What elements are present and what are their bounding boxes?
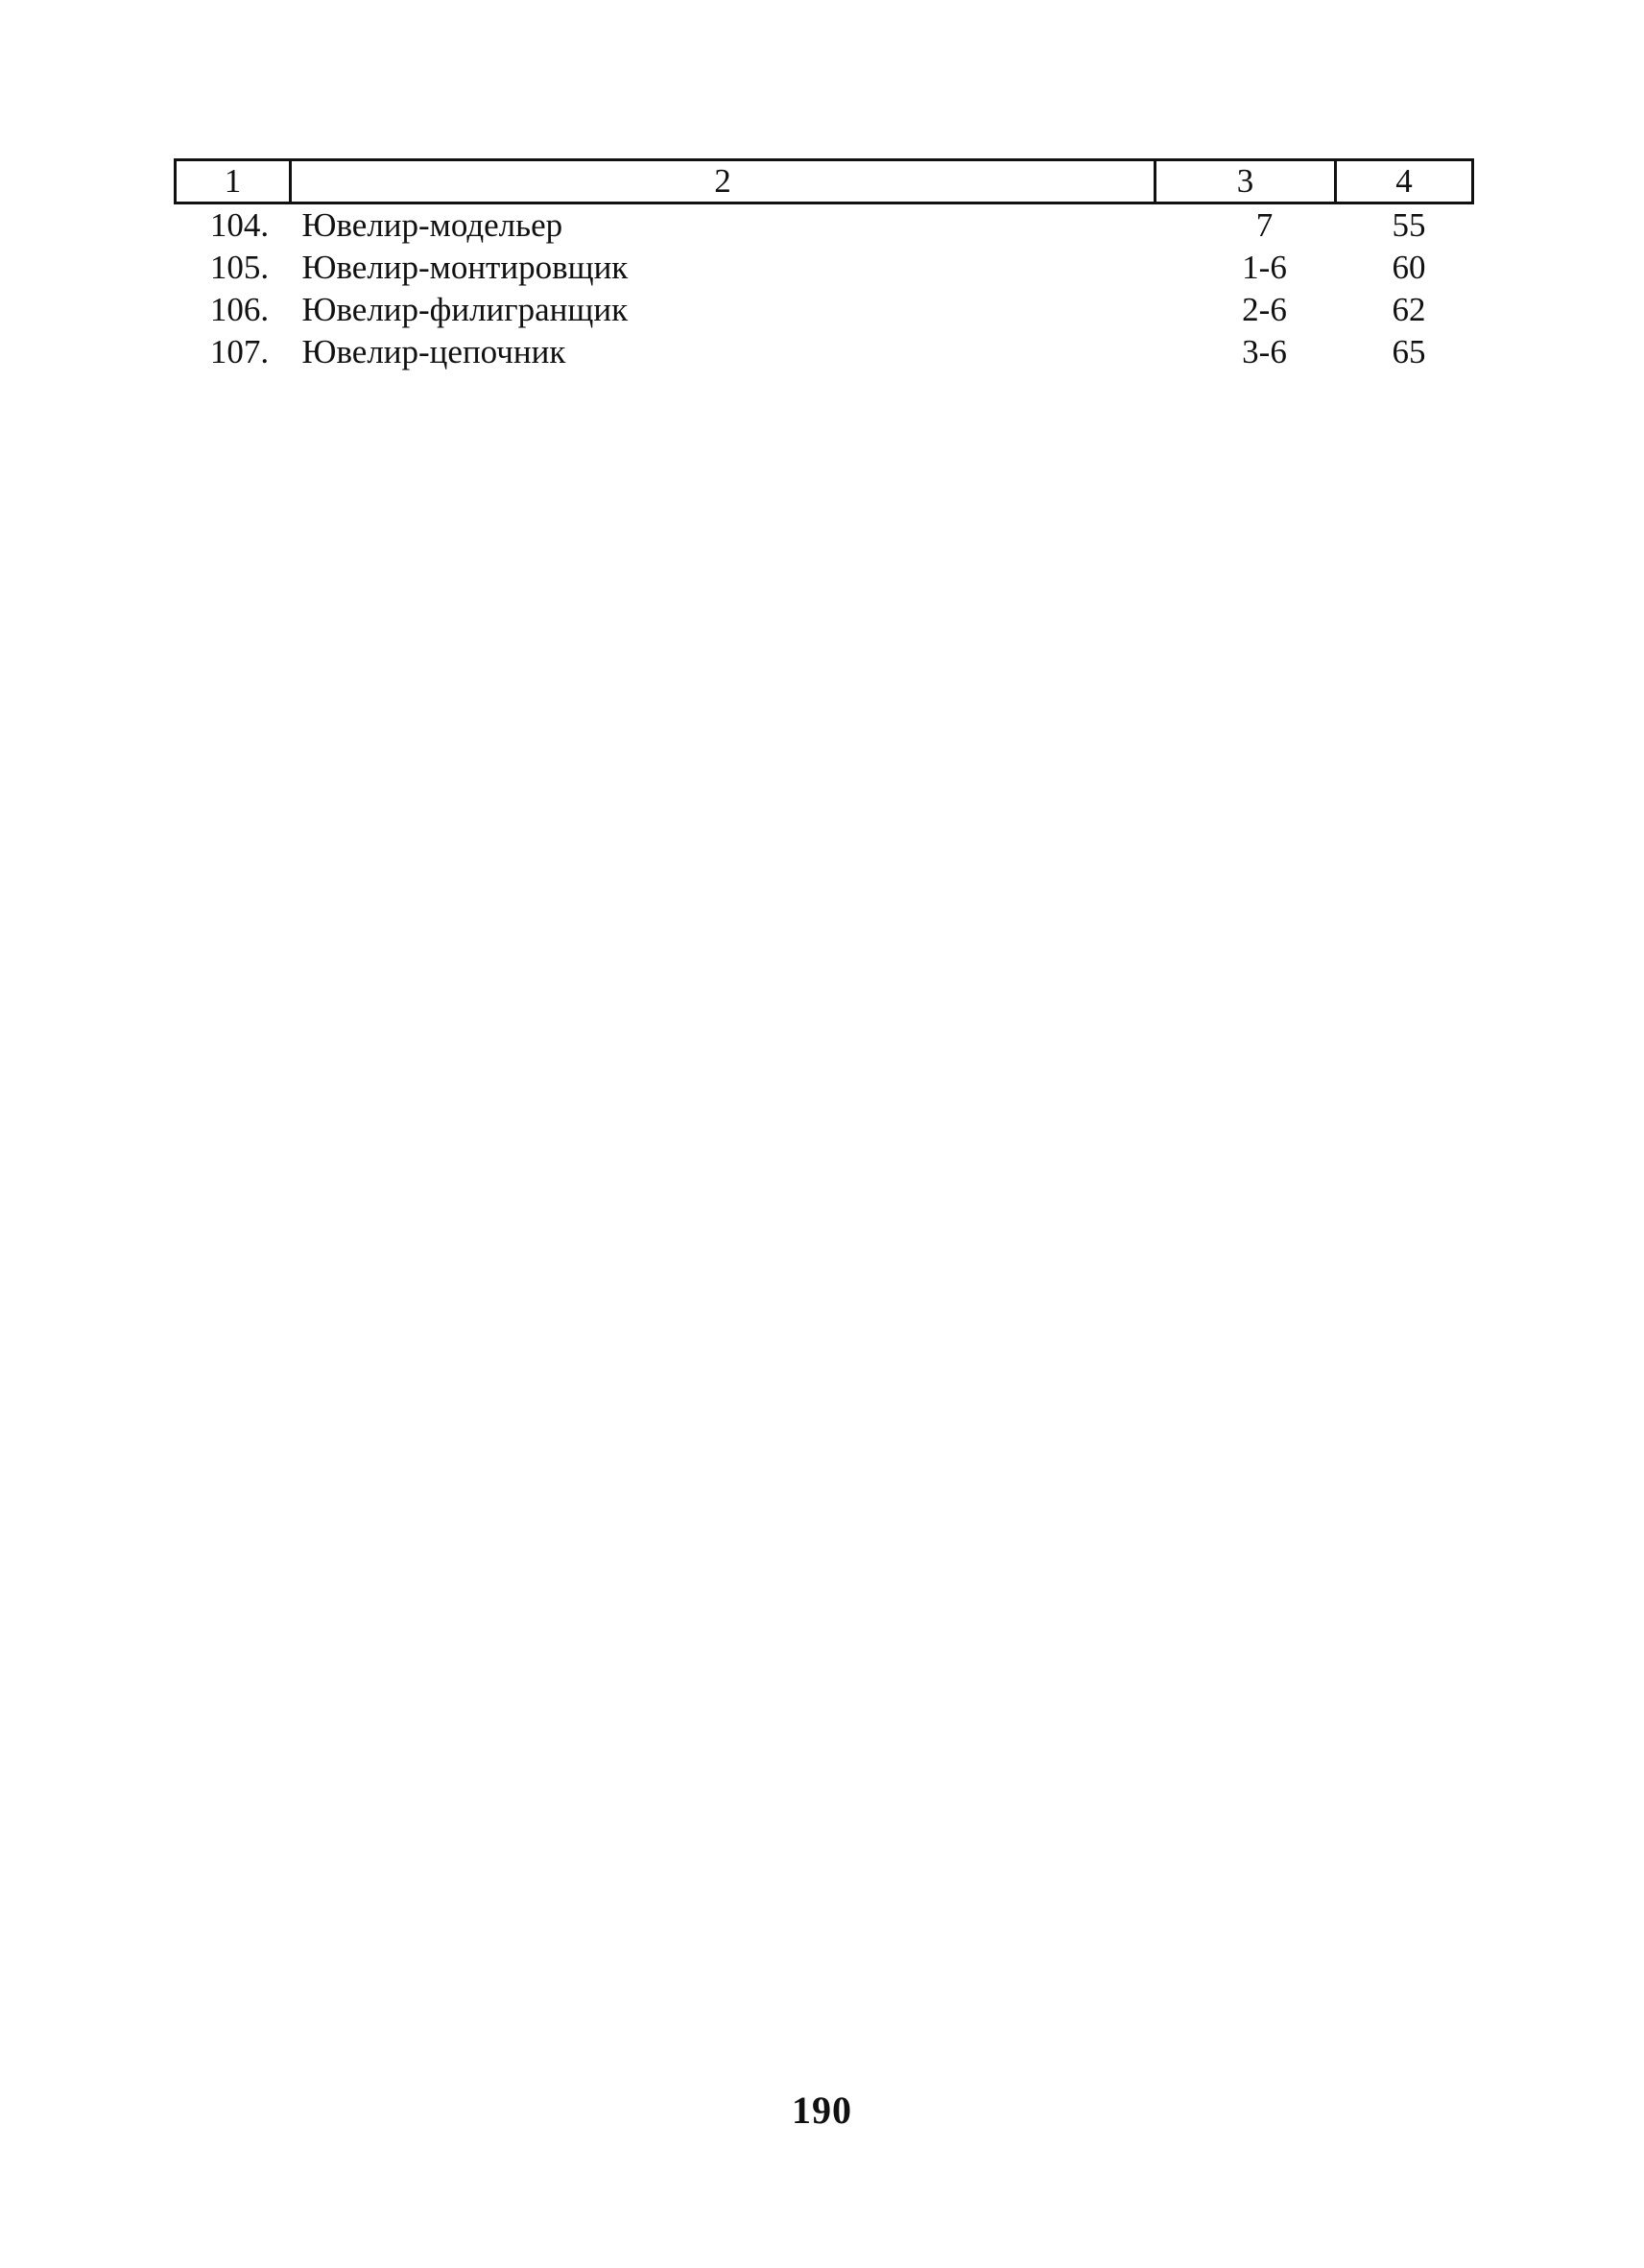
table-row	[176, 247, 1473, 289]
row-number: 104.	[209, 206, 270, 244]
header-col-3: 3	[1156, 160, 1336, 203]
grade-range: 7	[1255, 206, 1274, 244]
row-number: 107.	[209, 333, 270, 370]
profession-name: Ювелир-монтировщик	[301, 249, 629, 286]
profession-name: Ювелир-цепочник	[301, 333, 566, 370]
page-ref: 65	[1392, 333, 1426, 370]
header-col-4: 4	[1336, 160, 1473, 203]
profession-name: Ювелир-модельер	[301, 206, 563, 244]
table-header	[176, 160, 1473, 203]
page-ref: 55	[1392, 206, 1426, 244]
page-ref: 60	[1392, 249, 1426, 286]
row-number: 105.	[209, 249, 270, 286]
header-row	[176, 160, 1473, 203]
grade-range: 1-6	[1242, 249, 1287, 286]
row-number: 106.	[209, 291, 270, 328]
page-number: 190	[792, 2089, 852, 2132]
table-row	[176, 203, 1473, 248]
header-col-2: 2	[291, 160, 1156, 203]
table-body	[176, 203, 1473, 374]
professions-table	[174, 158, 1474, 373]
grade-range: 3-6	[1242, 333, 1287, 370]
profession-name: Ювелир-филигранщик	[301, 291, 629, 328]
table-row	[176, 331, 1473, 373]
table-row	[176, 289, 1473, 331]
grade-range: 2-6	[1242, 291, 1287, 328]
header-col-1: 1	[176, 160, 291, 203]
page-ref: 62	[1392, 291, 1426, 328]
